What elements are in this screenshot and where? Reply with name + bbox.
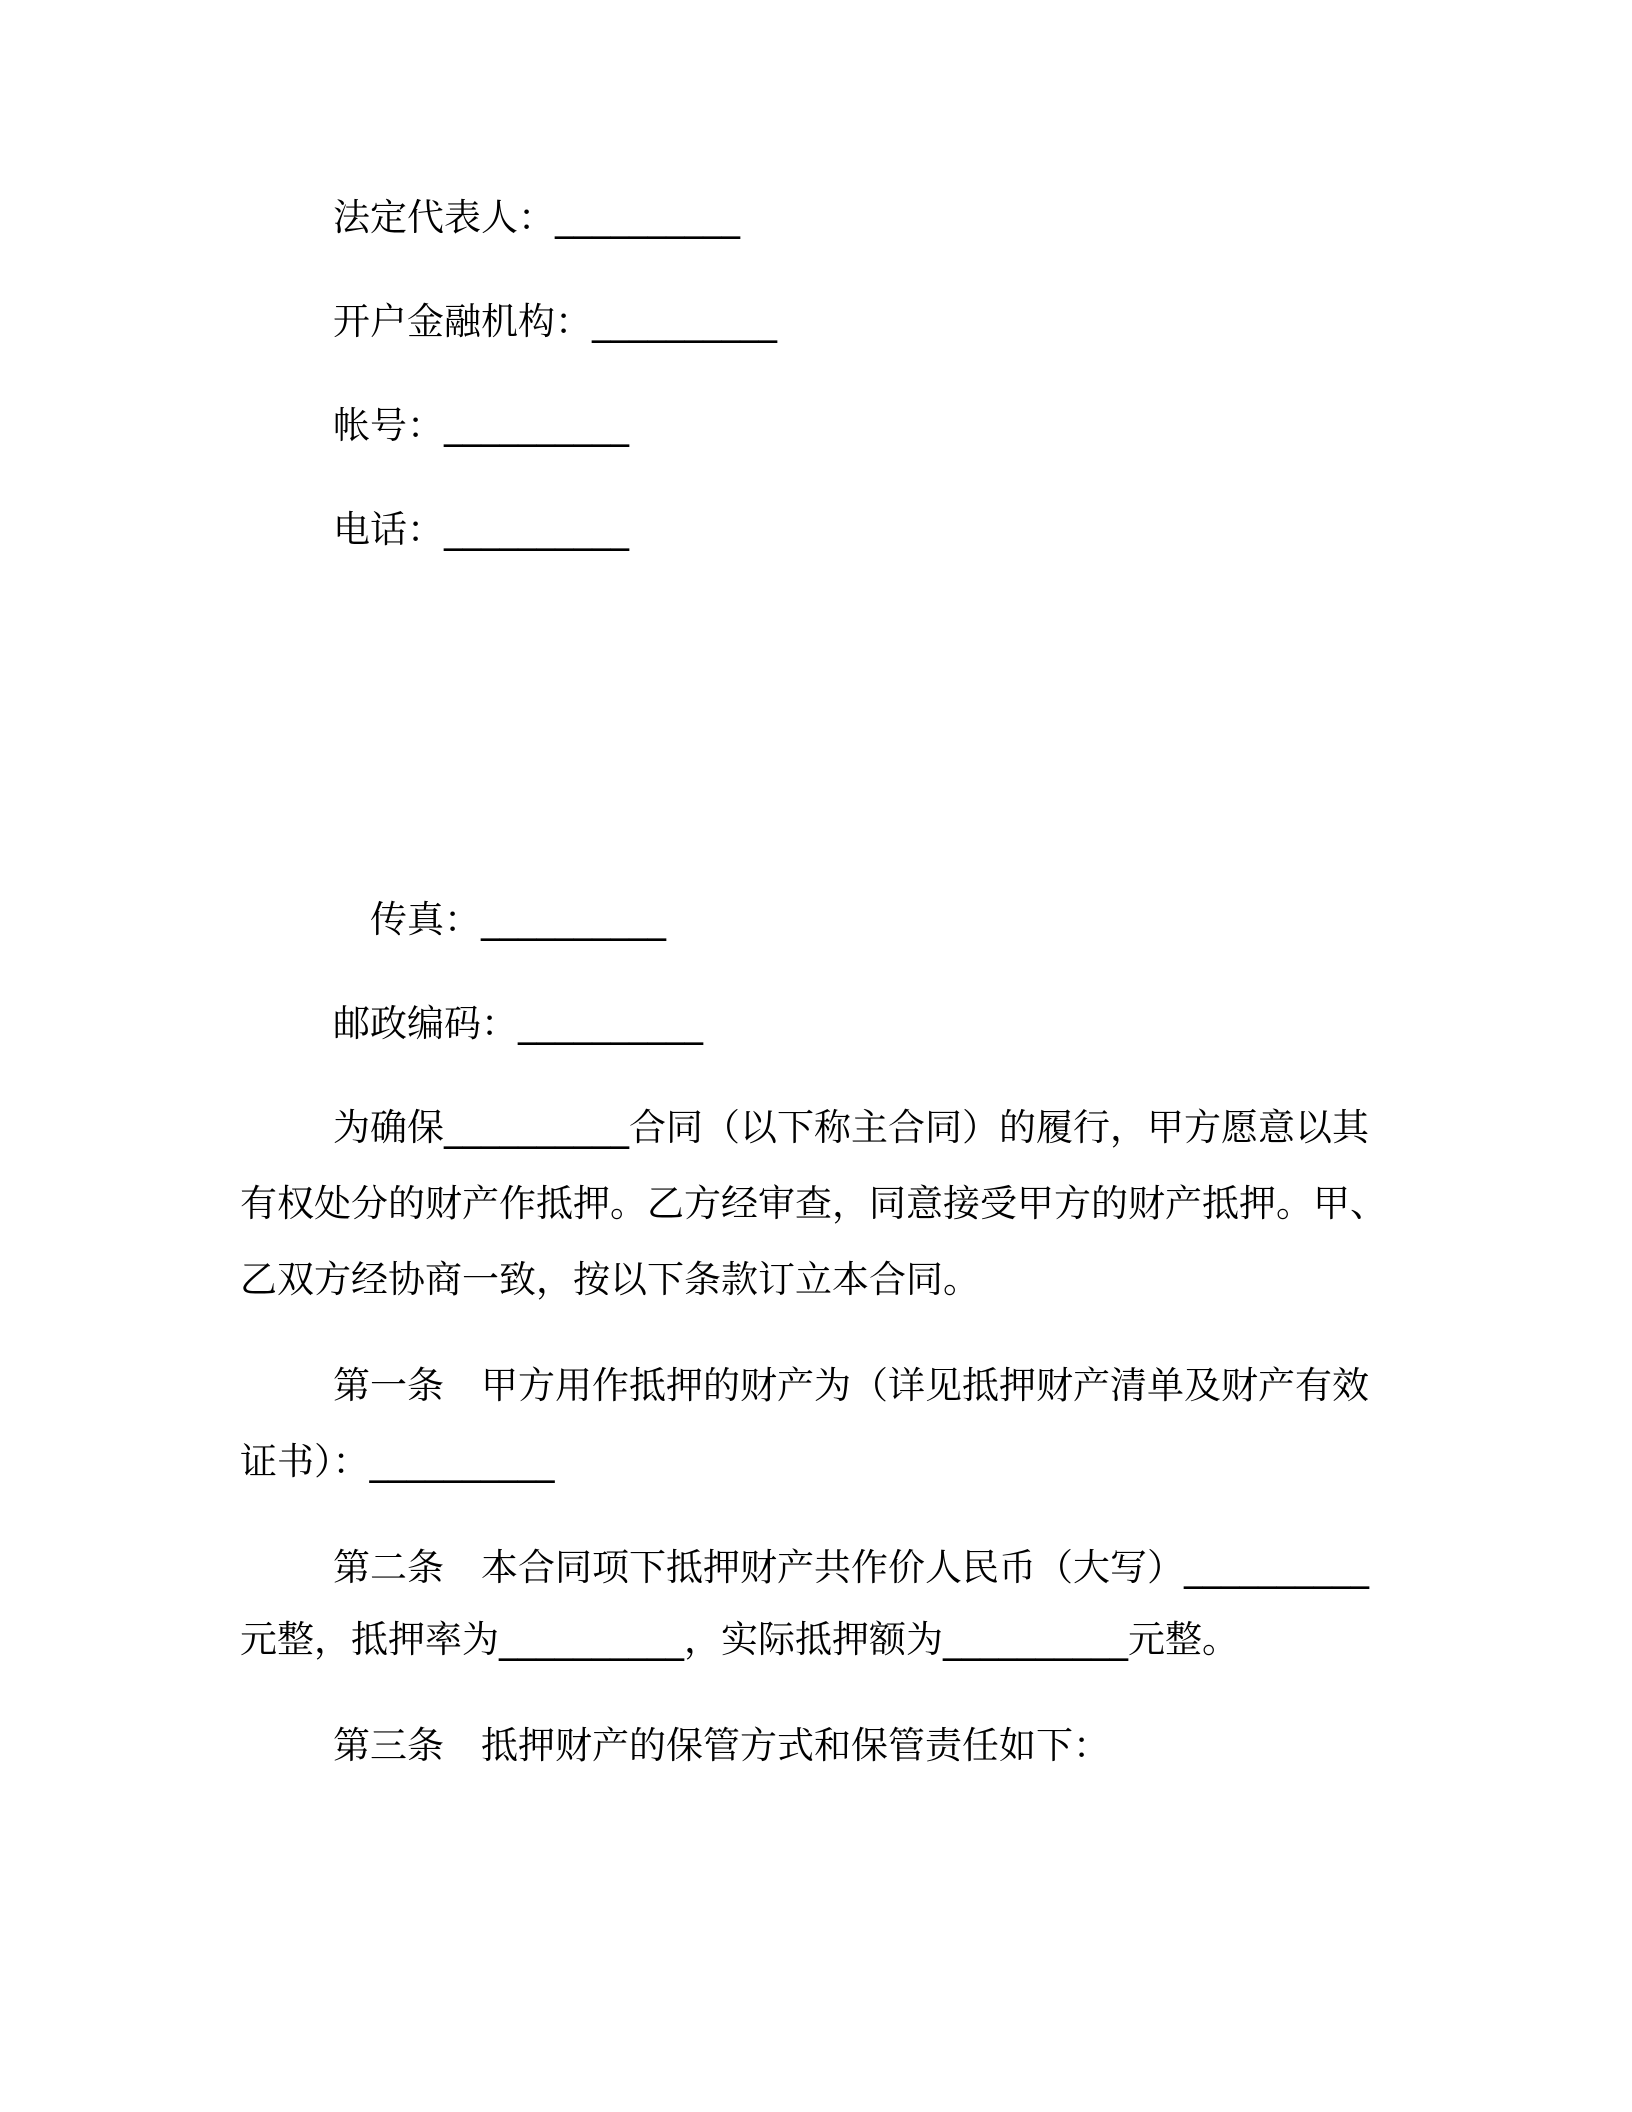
- field-fax: 传真：__________: [370, 898, 666, 941]
- article-1-line-1: 第一条 甲方用作抵押的财产为（详见抵押财产清单及财产有效: [333, 1364, 1369, 1407]
- field-account-number: 帐号：__________: [333, 404, 629, 447]
- preamble-line-2: 有权处分的财产作抵押。乙方经审查，同意接受甲方的财产抵押。甲、: [240, 1182, 1387, 1225]
- preamble-line-3: 乙双方经协商一致，按以下条款订立本合同。: [240, 1258, 980, 1301]
- article-2-line-1: 第二条 本合同项下抵押财产共作价人民币（大写）__________: [333, 1546, 1369, 1589]
- article-3-line-1: 第三条 抵押财产的保管方式和保管责任如下：: [333, 1724, 1110, 1767]
- field-postal-code: 邮政编码：__________: [333, 1002, 703, 1045]
- article-2-line-2: 元整，抵押率为__________，实际抵押额为__________元整。: [240, 1618, 1239, 1661]
- preamble-line-1: 为确保__________合同（以下称主合同）的履行，甲方愿意以其: [333, 1106, 1369, 1149]
- field-legal-representative: 法定代表人：__________: [333, 196, 740, 239]
- field-bank: 开户金融机构：__________: [333, 300, 777, 343]
- field-phone: 电话：__________: [333, 508, 629, 551]
- article-1-line-2: 证书）：__________: [240, 1440, 555, 1483]
